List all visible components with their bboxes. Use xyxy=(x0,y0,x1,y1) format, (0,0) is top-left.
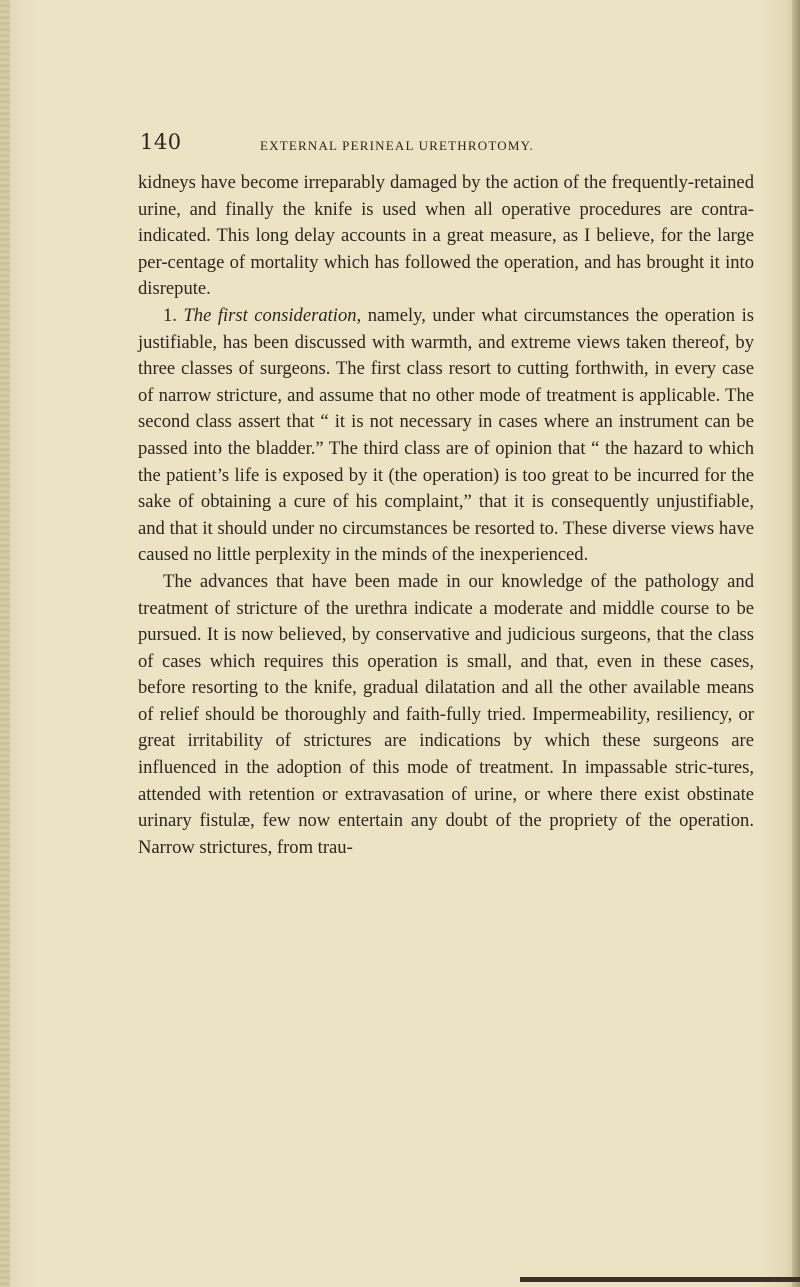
body-text xyxy=(138,170,754,861)
page-header xyxy=(0,130,800,164)
page-edge xyxy=(792,0,800,1287)
page-number: 140 xyxy=(140,130,182,154)
paragraph-advances: The advances that have been made in our knowledge of the pathology and treatment of stricture of the urethra indicate a moderate and middle course to be pursued. It is now believed, by conservative and judicious surgeons, that the class of cases which requires this operation is small, and that, even in these cases, before resorting to the knife, gradual dilatation and all the other available means of relief should be thoroughly and faith-fully tried. Impermeability, resiliency, or great irritability of strictures are indications by which these surgeons are influenced in the adoption of this mode of treatment. In impassable stric-tures, attended with retention or extravasation of urine, or where there exist obstinate urinary fistulæ, few now entertain any doubt of the propriety of the operation. Narrow strictures, from trau- xyxy=(138,570,754,858)
paragraph-continuation: kidneys have become irreparably damaged by the action of the frequently-retained urine, and finally the knife is used when all operative procedures are contra-indicated. This long delay accounts in a great measure, as I believe, for the large per-centage of mortality which has followed the operation, and has brought it into disrepute. xyxy=(138,172,754,300)
bottom-rule xyxy=(520,1277,800,1282)
paragraph-number: 1. xyxy=(163,304,177,326)
running-head: EXTERNAL PERINEAL URETHROTOMY. xyxy=(260,138,534,153)
paragraph-first-consideration: 1. The first consideration, namely, under what circumstances the operation is justifiable, has been discussed with warmth, and extreme views taken thereof, by three classes of surgeons. The first class resort to cutting forthwith, in every case of narrow stricture, and assume that no other mode of treatment is applicable. The second class assert that “ it is not necessary in cases where an instrument can be passed into the bladder.” The third class are of opinion that “ the hazard to which the patient’s life is exposed by it (the operation) is too great to be incurred for the sake of obtaining a cure of his complaint,” that it is consequently unjustifiable, and that it should under no circumstances be resorted to. These diverse views have caused no little perplexity in the minds of the inexperienced. xyxy=(138,304,754,566)
italic-lead: The first consideration, xyxy=(183,304,362,326)
binding-edge xyxy=(0,0,10,1287)
